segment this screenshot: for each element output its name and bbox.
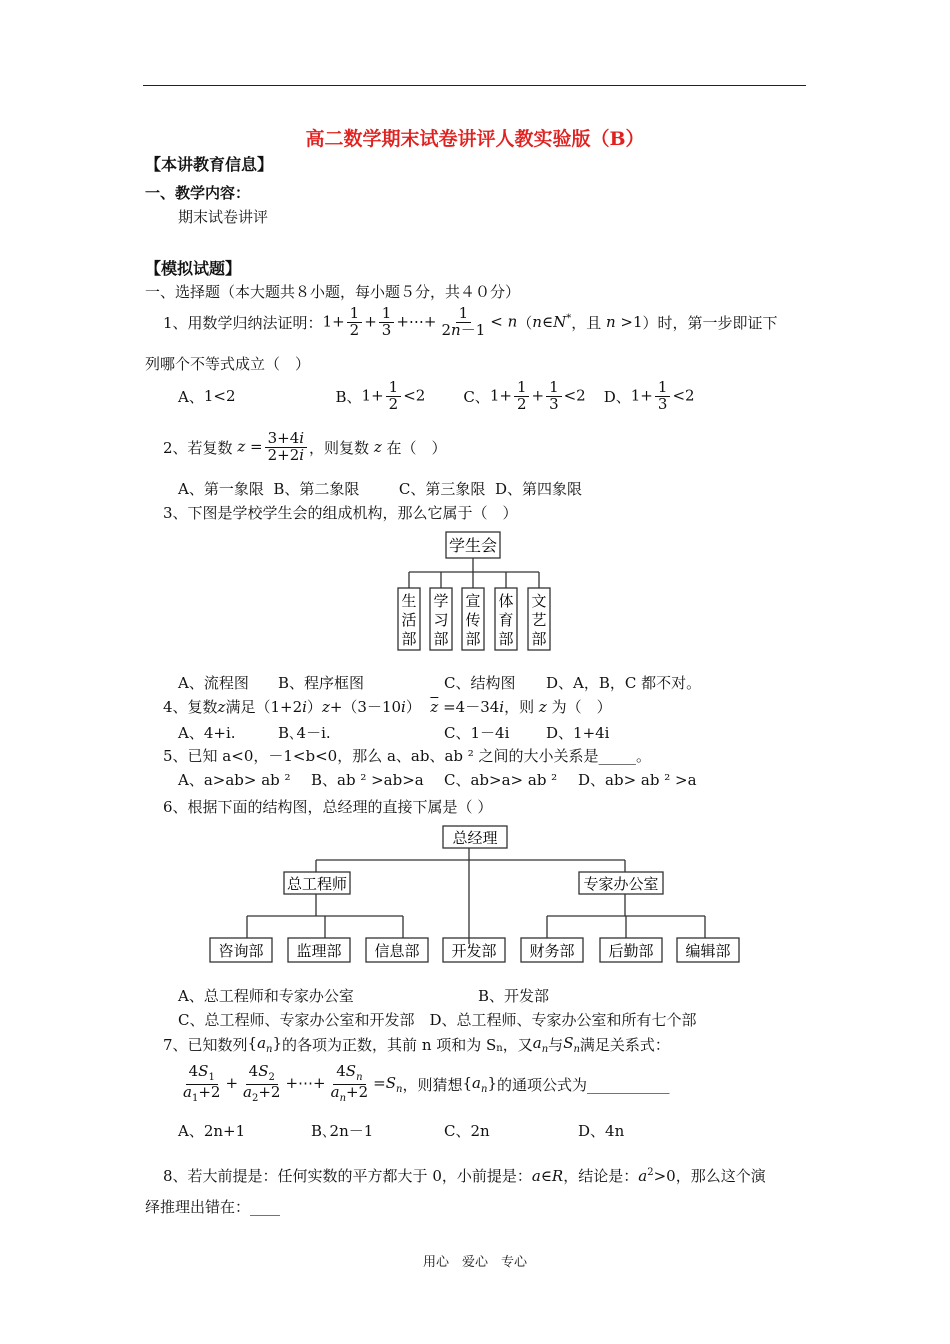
q7-an: $a_n$ — [532, 1033, 549, 1055]
chart-leaf-1: 监理部 — [296, 942, 342, 960]
q8-conclusion: $a^2>0$ — [638, 1167, 676, 1185]
chart-leaf-5: 后勤部 — [608, 942, 654, 960]
q1-option-a-label: A、 — [178, 387, 204, 406]
q8-lead: 8、若大前提是：任何实数的平方都大于 0，小前提是： — [163, 1167, 532, 1185]
q7-formula-line — [178, 1058, 670, 1110]
q5-option-c: C、ab>a> ab ² — [444, 771, 558, 789]
q7-sequence: $\{a_n\}$ — [247, 1033, 283, 1055]
section-practice-heading: 【模拟试题】 — [145, 259, 242, 278]
q1-option-a: 1<2 — [203, 387, 236, 405]
q4-option-a: A、4+i. — [178, 724, 236, 742]
q6-options-line2: C、总工程师、专家办公室和开发部 D、总工程师、专家办公室和所有七个部 — [178, 1011, 697, 1029]
part1-heading: 一、选择题（本大题共８小题，每小题５分，共４０分） — [145, 283, 521, 301]
q4-text-c: ） — [306, 698, 322, 716]
q3-text: 3、下图是学校学生会的组成机构，那么它属于（ ） — [163, 504, 518, 522]
q7-option-c: C、2n — [444, 1122, 490, 1140]
q7-sequence-2: $\{a_n\}$ — [462, 1073, 497, 1095]
q5-text: 5、已知 a<0，－1<b<0，那么 a、ab、ab ² 之间的大小关系是_____。 — [163, 747, 652, 765]
q7-option-a: A、2n+1 — [178, 1122, 246, 1140]
chart-expert-office: 专家办公室 — [583, 875, 659, 893]
chart-leaf-2: 信息部 — [374, 942, 420, 960]
q7-tail2: 的通项公式为___________ — [496, 1075, 670, 1094]
company-structure-chart — [200, 822, 750, 968]
q4-text-h: 为（ ） — [551, 698, 612, 716]
q7-formula: $\frac{4S_1}{a_1+2}$ + $\frac{4S_2}{a_2+2}$ +⋯+ $\frac{4S_n}{a_n+2}$ $=S_n$ — [183, 1062, 403, 1104]
chart-leaf-0: 咨询部 — [218, 942, 264, 960]
q3-options — [178, 672, 701, 693]
chart-child-2: 宣传部 — [465, 592, 481, 648]
q4-options — [178, 722, 609, 743]
q6-text: 6、根据下面的结构图，总经理的直接下属是（ ） — [163, 798, 493, 816]
question-2 — [163, 424, 447, 470]
q4-text-g: ，则 — [504, 698, 535, 716]
page-footer: 用心 爱心 专心 — [422, 1255, 527, 1270]
q4-text-e: ） — [405, 698, 421, 716]
q3-option-c: C、结构图 — [444, 674, 516, 692]
chart-child-3: 体育部 — [498, 592, 514, 648]
q2-var: z — [369, 438, 387, 456]
chart-root-general-manager: 总经理 — [452, 829, 498, 847]
q7-tail: ，则猜想 — [402, 1075, 463, 1094]
q4-option-d: D、1+4i — [546, 724, 610, 742]
chart-root-student-union: 学生会 — [448, 536, 498, 555]
q2-formula: z = $\frac{3+4i}{2+2i}$ — [233, 431, 310, 464]
q1-option-b: 1+ $\frac{1}{2}$ <2 — [361, 377, 426, 413]
q7-mid: 的各项为正数，其前 n 项和为 S — [282, 1035, 497, 1054]
q7-lead: 7、已知数列 — [163, 1035, 248, 1054]
q7-mid4: 满足关系式： — [579, 1035, 670, 1054]
q1-option-d: 1+ $\frac{1}{3}$ <2 — [630, 377, 695, 413]
q6-option-a: A、总工程师和专家办公室 — [178, 987, 354, 1005]
teaching-content-label: 一、教学内容： — [145, 184, 251, 202]
q7-option-b: B､2n－1 — [311, 1122, 374, 1140]
q3-option-b: B、程序框图 — [278, 674, 365, 692]
question-8 — [163, 1165, 766, 1186]
q1-line2: 列哪个不等式成立（ ） — [145, 355, 311, 373]
q7-option-d: D、4n — [578, 1122, 625, 1140]
q1-condition: n∈N* — [532, 313, 572, 331]
q3-option-d: D、A，B，C 都不对。 — [546, 674, 702, 692]
chart-child-0: 生活部 — [401, 592, 417, 648]
q7-mid3: 与 — [548, 1035, 564, 1054]
question-1 — [163, 300, 778, 344]
q2-tail2: 在（ ） — [386, 438, 447, 457]
q1-cond-mid: ，且 — [571, 313, 602, 332]
q1-lead: 1、用数学归纳法证明： — [163, 313, 323, 332]
q8-tail: ，那么这个演 — [675, 1167, 766, 1185]
student-union-chart — [390, 528, 560, 656]
q8-line2: 绎推理出错在：____ — [145, 1198, 281, 1216]
q1-option-b-label: B、 — [335, 387, 362, 406]
chart-child-1: 学习部 — [433, 592, 449, 648]
question-4: 4、复数z满足（1+2i）z+（3－10i） $\overline{z} =4-34i$，则 z 为（ ） — [163, 698, 612, 716]
q4-option-c: C、1－4i — [444, 724, 510, 742]
q5-options — [178, 769, 697, 790]
q2-tail: ，则复数 — [309, 438, 370, 457]
q8-mid: ，结论是： — [563, 1167, 639, 1185]
q4-text-d: +（3－10 — [329, 698, 402, 716]
q4-text-b: 满足（1+2 — [225, 698, 303, 716]
q2-lead: 2、若复数 — [163, 438, 233, 457]
q4-text-f: =4－34 — [438, 698, 500, 716]
chart-chief-engineer: 总工程师 — [286, 875, 348, 893]
q5-option-d: D、ab> ab ² >a — [578, 771, 697, 789]
q4-conjugate-z: $\overline{z}$ — [430, 698, 439, 716]
q7-sn: $S_n$ — [563, 1033, 580, 1055]
q2-options: A、第一象限 B、第二象限 C、第三象限 D、第四象限 — [178, 480, 582, 498]
q1-tail: ）时，第一步即证下 — [642, 313, 778, 332]
q3-option-a: A、流程图 — [178, 674, 249, 692]
chart-child-4: 文艺部 — [531, 592, 547, 648]
q4-option-b: B､4－i. — [278, 724, 331, 742]
chart-leaf-3: 开发部 — [451, 942, 497, 960]
q6-options-line1 — [178, 985, 549, 1006]
q4-text-a: 4、复数 — [163, 698, 218, 716]
chart-leaf-6: 编辑部 — [685, 942, 731, 960]
q1-option-d-label: D、 — [603, 387, 631, 406]
q1-formula: 1+ $\frac{1}{2}$ + $\frac{1}{3}$ +⋯+ $\frac{1}{2n-1}$ < n — [322, 303, 518, 339]
section-info-heading: 【本讲教育信息】 — [145, 155, 274, 174]
chart-leaf-4: 财务部 — [529, 942, 575, 960]
q1-options — [178, 374, 695, 418]
q1-condition-2: n >1 — [605, 313, 643, 331]
q7-options — [178, 1120, 624, 1141]
page-title: 高二数学期末试卷讲评人教实验版（B） — [305, 128, 645, 150]
q8-minor-premise: a∈R — [531, 1167, 564, 1185]
q1-cond-open: （ — [517, 313, 533, 332]
header-rule — [143, 85, 806, 86]
q5-option-a: A、a>ab> ab ² — [178, 771, 291, 789]
q7-mid2: ，又 — [502, 1035, 533, 1054]
q5-option-b: B、ab ² >ab>a — [311, 771, 424, 789]
q6-option-b: B、开发部 — [478, 987, 550, 1005]
teaching-content: 期末试卷讲评 — [178, 208, 269, 226]
question-7: 7、已知数列 $\{a_n\}$ 的各项为正数，其前 n 项和为 S $_n$ ，又 $a_n$ 与 $S_n$ 满足关系式： — [163, 1033, 670, 1055]
q1-option-c-label: C、 — [463, 387, 490, 406]
q1-option-c: 1+ $\frac{1}{2}$ + $\frac{1}{3}$ <2 — [489, 377, 586, 413]
